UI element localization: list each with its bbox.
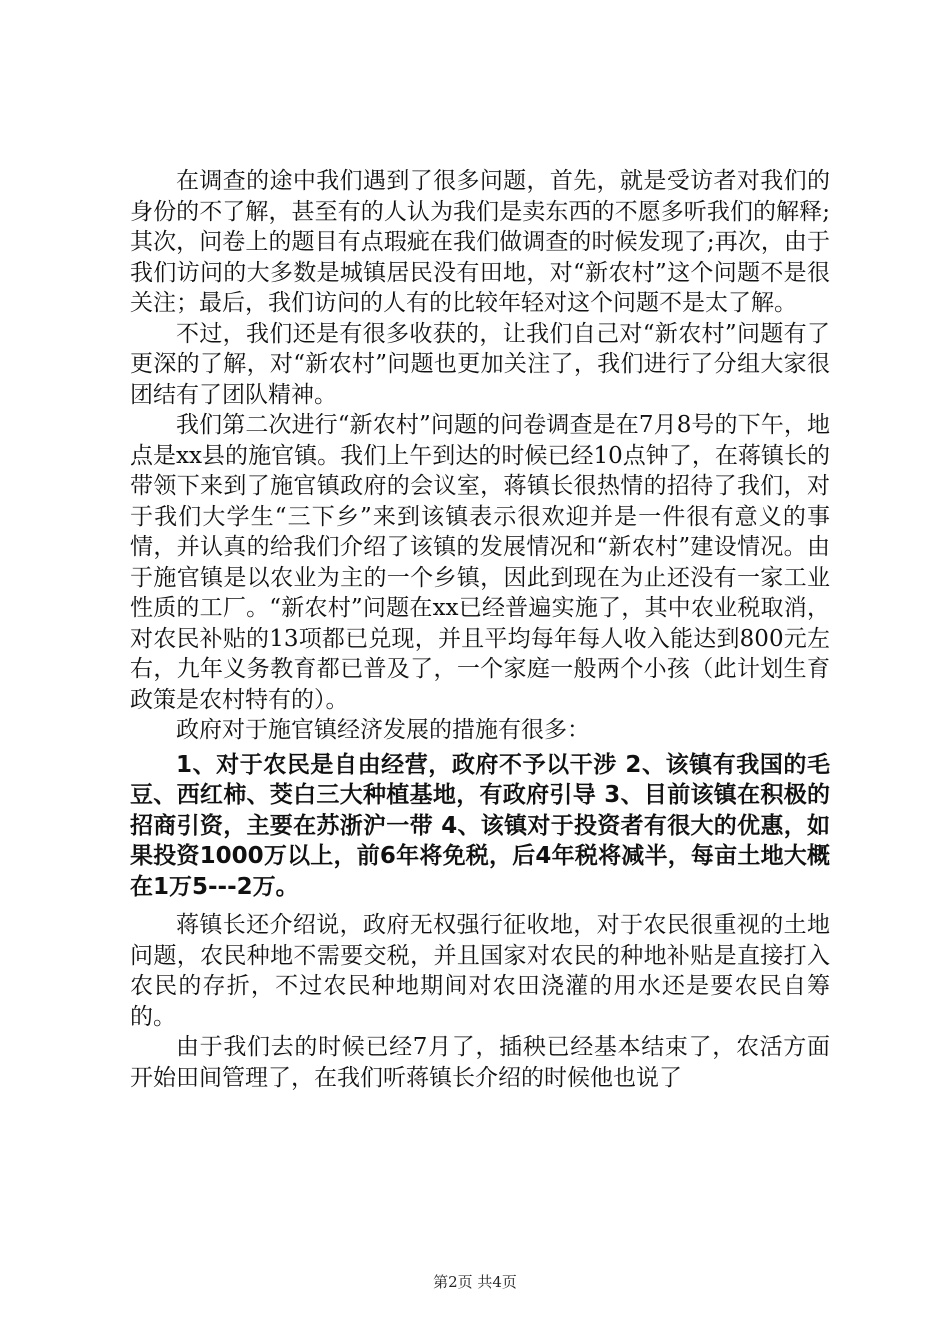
paragraph-second-survey: 我们第二次进行“新农村”问题的问卷调查是在7月8号的下午，地点是xx县的施官镇。我们上午到达的时候已经10点钟了，在蒋镇长的带领下来到了施官镇政府的会议室，蒋镇长很热情的招待了我们，对于我们大学生“三下乡”来到该镇表示很欢迎并是一件很有意义的事情，并认真的给我们介绍了该镇的发展情况和“新农村”建设情况。由于施官镇是以农业为主的一个乡镇，因此到现在为止还没有一家工业性质的工厂。“新农村”问题在xx已经普遍实施了，其中农业税取消，对农民补贴的13项都已兑现，并且平均每年每人收入能达到800元左右，九年义务教育都已普及了，一个家庭一般两个小孩（此计划生育政策是农村特有的）。 — [130, 412, 830, 713]
paragraph-survey-problems: 在调查的途中我们遇到了很多问题，首先，就是受访者对我们的身份的不了解，甚至有的人认为我们是卖东西的不愿多听我们的解释;其次，问卷上的题目有点瑕疵在我们做调查的时候发现了;再次，由于我们访问的大多数是城镇居民没有田地，对“新农村”这个问题不是很关注；最后，我们访问的人有的比较年轻对这个问题不是太了解。 — [130, 168, 830, 316]
document-body — [130, 166, 830, 1093]
paragraph-land-policy: 蒋镇长还介绍说，政府无权强行征收地，对于农民很重视的土地问题，农民种地不需要交税，并且国家对农民的种地补贴是直接打入农民的存折，不过农民种地期间对农田浇灌的用水还是要农民自筹的。 — [130, 912, 830, 1030]
paragraph-government-measures-list: 1、对于农民是自由经营，政府不予以干涉 2、该镇有我国的毛豆、西红柿、茭白三大种植基地，有政府引导 3、目前该镇在积极的招商引资，主要在苏浙沪一带 4、该镇对于投资者有很大的优惠，如果投资1000万以上，前6年将免税，后4年税将减半，每亩土地大概在1万5---2万。 — [130, 751, 830, 900]
paragraph-government-measures-intro: 政府对于施官镇经济发展的措施有很多： — [176, 717, 590, 743]
paragraph-survey-gains: 不过，我们还是有很多收获的，让我们自己对“新农村”问题有了更深的了解，对“新农村”问题也更加关注了，我们进行了分组大家很团结有了团队精神。 — [130, 320, 830, 408]
page-footer: 第2页 共4页 — [433, 1273, 517, 1291]
paragraph-july-visit: 由于我们去的时候已经7月了，插秧已经基本结束了，农活方面开始田间管理了，在我们听蒋镇长介绍的时候他也说了 — [130, 1034, 830, 1091]
